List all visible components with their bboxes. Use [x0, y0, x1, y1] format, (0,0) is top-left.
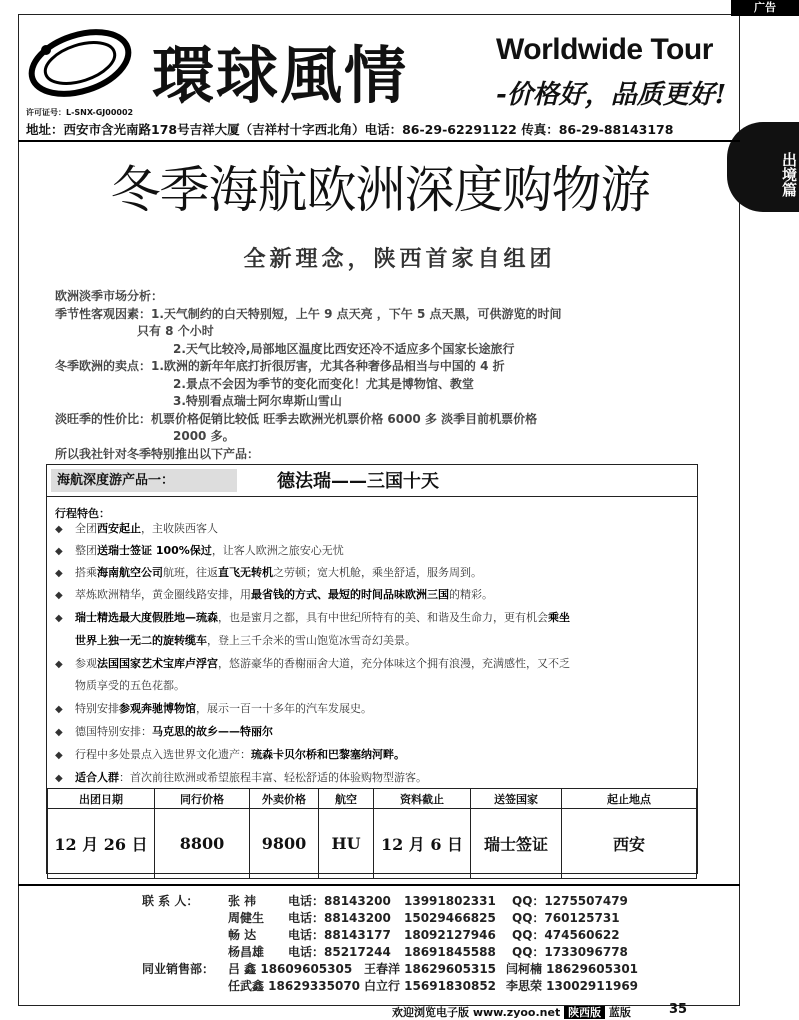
feature-text: ：首次前往欧洲或希望旅程丰富、轻松舒适的体验购物型游客。 [119, 771, 427, 784]
sales-contact: 白立行 15691830852 [364, 979, 497, 993]
contact-mobile: 13991802331 [404, 894, 496, 908]
contact-row [142, 927, 702, 944]
schedule-header: 航空 [319, 789, 374, 809]
feature-text: ，主收陕西客人 [141, 522, 218, 535]
ad-tag: 广告 [731, 0, 799, 16]
schedule-header: 送签国家 [471, 789, 562, 809]
schedule-header: 起止地点 [562, 789, 697, 809]
feature-text: 直飞无转机 [218, 566, 273, 579]
feature-text: ，展示一百一十多年的汽车发展史。 [196, 702, 372, 715]
feature-text: ，让客人欧洲之旅安心无忧 [211, 544, 344, 557]
brand-name-en: Worldwide Tour [496, 33, 713, 66]
feature-item [55, 540, 685, 562]
analysis-winter-2: 2.景点不会因为季节的变化而变化！尤其是博物馆、教堂 [173, 376, 474, 391]
feature-item [55, 721, 685, 743]
feature-text: 乘坐 [548, 611, 570, 624]
feature-item [55, 630, 685, 651]
brand-name-cn: 環球風情 [152, 39, 409, 112]
feature-text: 送瑞士签证 100%保过 [97, 544, 212, 557]
analysis-value: 淡旺季的性价比：机票价格促销比较低 旺季去欧洲光机票价格 6000 多 淡季目前机票价格 [55, 411, 538, 426]
analysis-seasonal-2: 2.天气比较冷,局部地区温度比西安还冷不适应多个国家长途旅行 [173, 341, 515, 356]
departure-city: 西安 [562, 809, 697, 879]
schedule-header: 资料截止 [374, 789, 471, 809]
feature-text: 的精彩。 [449, 588, 493, 601]
feature-text: 特别安排 [75, 702, 119, 715]
feature-item [55, 518, 685, 540]
feature-text: 全团 [75, 522, 97, 535]
feature-text: 德国特别安排： [75, 725, 152, 738]
sales-contact: 李思荣 13002911969 [506, 979, 639, 993]
diamond-bullet-icon: ◆ [55, 659, 63, 670]
contact-row [142, 944, 702, 961]
contact-name: 畅 达 [228, 928, 257, 942]
globe-logo-icon [26, 28, 134, 98]
contacts-divider [18, 884, 740, 886]
sales-row [142, 978, 702, 995]
brand-slogan: -价格好，品质更好! [496, 80, 727, 110]
analysis-heading: 欧洲淡季市场分析： [55, 289, 164, 303]
footer-website: 欢迎浏览电子版 www.zyoo.net [392, 1006, 561, 1019]
feature-text: ，登上三千余米的雪山饱览冰雪奇幻美景。 [207, 634, 416, 647]
feature-text: 物质享受的五色花都。 [75, 679, 185, 692]
sales-contact: 王春洋 18629605315 [364, 962, 497, 976]
contact-label: 联 系 人： [142, 894, 199, 908]
feature-text: 瑞士精选最大度假胜地—琉森 [75, 611, 218, 624]
main-title: 冬季海航欧洲深度购物游 [110, 161, 650, 219]
analysis-value-cont: 2000 多。 [173, 429, 235, 443]
diamond-bullet-icon: ◆ [55, 727, 63, 738]
sales-row [142, 961, 702, 978]
retail-price: 9800 [250, 809, 319, 879]
contact-name: 张 祎 [228, 894, 257, 908]
features-title: 行程特色： [55, 507, 110, 520]
feature-text: 参观奔驰博物馆 [119, 702, 196, 715]
subtitle: 全新理念，陕西首家自组团 [243, 247, 556, 272]
analysis-seasonal: 季节性客观因素：1.天气制约的白天特别短，上午 9 点天亮 ，下午 5 点天黑，可供游览的时间 [55, 306, 562, 321]
license-number: 许可证号：L-SNX-GJ00002 [26, 108, 134, 117]
header-divider [18, 140, 740, 142]
contact-row [142, 910, 702, 927]
schedule-header: 出团日期 [48, 789, 155, 809]
section-tab: 出境篇 [727, 122, 799, 212]
trade-price: 8800 [155, 809, 250, 879]
feature-text: 海南航空公司 [97, 566, 163, 579]
feature-text: ，悠游豪华的香榭丽舍大道，充分体味这个拥有浪漫，充满感性，又不乏 [218, 657, 570, 670]
feature-text: 马克思的故乡——特丽尔 [152, 725, 273, 738]
visa-country: 瑞士签证 [471, 809, 562, 879]
product-divider [47, 496, 697, 497]
contact-qq: QQ：760125731 [512, 911, 620, 925]
feature-text: 参观 [75, 657, 97, 670]
product-box [46, 464, 698, 874]
feature-text: 整团 [75, 544, 97, 557]
airline-code: HU [319, 809, 374, 879]
schedule-table [47, 788, 697, 879]
diamond-bullet-icon: ◆ [55, 704, 63, 715]
diamond-bullet-icon: ◆ [55, 613, 63, 624]
schedule-header: 同行价格 [155, 789, 250, 809]
footer [392, 1004, 631, 1020]
diamond-bullet-icon: ◆ [55, 524, 63, 535]
feature-text: 世界上独一无二的旋转缆车 [75, 634, 207, 647]
feature-text: 萃炼欧洲精华，黄金圈线路安排，用 [75, 588, 251, 601]
document-deadline: 12 月 6 日 [374, 809, 471, 879]
contact-name: 杨昌雄 [228, 945, 265, 959]
feature-item [55, 698, 685, 720]
diamond-bullet-icon: ◆ [55, 590, 63, 601]
feature-item [55, 562, 685, 584]
feature-text: 琉森卡贝尔桥和巴黎塞纳河畔。 [251, 748, 405, 761]
feature-item [55, 607, 685, 629]
schedule-header-row [48, 789, 697, 809]
contact-qq: QQ：1733096778 [512, 945, 628, 959]
analysis-winter-3: 3.特别看点瑞士阿尔卑斯山雪山 [173, 394, 342, 408]
page-number: 35 [669, 1002, 688, 1017]
feature-text: 适合人群 [75, 771, 119, 784]
feature-text: 最省钱的方式、最短的时间品味欧洲三国 [251, 588, 449, 601]
company-address: 地址：西安市含光南路178号吉祥大厦（吉祥村十字西北角）电话：86-29-62291122 传真：86-29-88143178 [26, 122, 674, 137]
analysis-conclusion: 所以我社针对冬季特别推出以下产品： [55, 446, 260, 461]
schedule-header: 外卖价格 [250, 789, 319, 809]
product-label: 海航深度游产品一： [51, 469, 237, 492]
contact-qq: QQ：1275507479 [512, 894, 628, 908]
contact-row [142, 893, 702, 910]
sales-label: 同业销售部： [142, 962, 215, 976]
contact-tel: 电话：88143177 [288, 928, 391, 942]
diamond-bullet-icon: ◆ [55, 568, 63, 579]
analysis-winter: 冬季欧洲的卖点：1.欧洲的新年年底打折很厉害，尤其各种奢侈品相当与中国的 4 折 [55, 359, 505, 373]
edition-label: 蓝版 [608, 1006, 631, 1019]
contact-tel: 电话：85217244 [288, 945, 391, 959]
feature-text: 法国国家艺术宝库卢浮宫 [97, 657, 218, 670]
diamond-bullet-icon: ◆ [55, 546, 63, 557]
feature-text: 搭乘 [75, 566, 97, 579]
feature-item [55, 767, 685, 789]
feature-text: 之劳顿；宽大机舱，乘坐舒适，服务周到。 [273, 566, 482, 579]
feature-item [55, 744, 685, 766]
schedule-row [48, 809, 697, 879]
sales-contact: 吕 鑫 18609605305 [228, 962, 353, 976]
sales-contact: 闫柯楠 18629605301 [506, 962, 639, 976]
contact-mobile: 18092127946 [404, 928, 496, 942]
analysis-seasonal-cont: 只有 8 个小时 [137, 324, 214, 338]
contact-tel: 电话：88143200 [288, 911, 391, 925]
feature-item [55, 675, 685, 696]
feature-text: 航班，往返 [163, 566, 218, 579]
contact-qq: QQ：474560622 [512, 928, 620, 942]
departure-date: 12 月 26 日 [48, 809, 155, 879]
feature-text: 西安起止 [97, 522, 141, 535]
sales-contact: 任武鑫 18629335070 [228, 979, 361, 993]
feature-text: ，也是蜜月之都，具有中世纪所特有的美、和谐及生命力，更有机会 [218, 611, 548, 624]
contacts-section [142, 893, 702, 995]
market-analysis [55, 288, 695, 463]
edition-badge: 陕西版 [564, 1006, 605, 1019]
diamond-bullet-icon: ◆ [55, 750, 63, 761]
feature-item [55, 584, 685, 606]
diamond-bullet-icon: ◆ [55, 773, 63, 784]
contact-mobile: 15029466825 [404, 911, 496, 925]
contact-tel: 电话：88143200 [288, 894, 391, 908]
feature-text: 行程中多处景点入选世界文化遗产： [75, 748, 251, 761]
product-name: 德法瑞——三国十天 [277, 471, 439, 492]
feature-item [55, 653, 685, 675]
contact-mobile: 18691845588 [404, 945, 496, 959]
contact-name: 周健生 [228, 911, 265, 925]
